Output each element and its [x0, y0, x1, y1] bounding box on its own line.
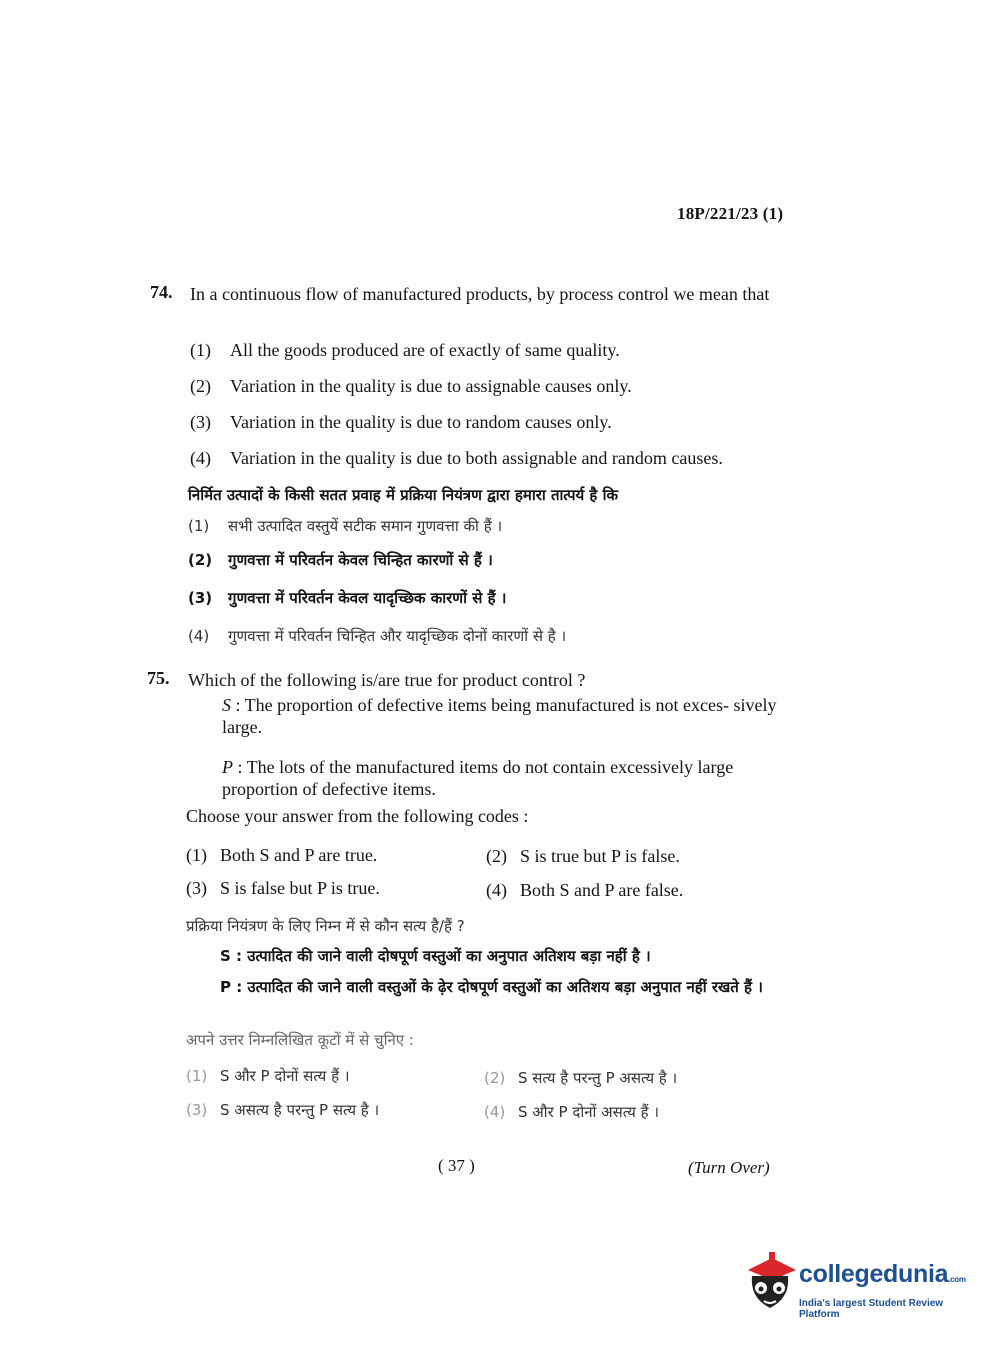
question-text-hindi: प्रक्रिया नियंत्रण के लिए निम्न में से कौन सत्य है/हैं ? — [186, 917, 465, 935]
question-text: Which of the following is/are true for product control ? — [188, 670, 586, 690]
statement-s: S : The proportion of defective items being manufactured is not exces- sively large. — [222, 695, 777, 737]
option-hi: (4) गुणवत्ता में परिवर्तन चिन्हित और यादृच्छिक दोनों कारणों से है । — [188, 627, 567, 645]
option-hi: (1) सभी उत्पादित वस्तुयें सटीक समान गुणवत्ता की हैं । — [188, 517, 503, 535]
option-en: (2) Variation in the quality is due to assignable causes only. — [190, 376, 632, 396]
option-hi: (3) S असत्य है परन्तु P सत्य है । — [186, 1101, 380, 1119]
choose-instruction: Choose your answer from the following codes : — [186, 806, 529, 826]
option-en: (4) Variation in the quality is due to both assignable and random causes. — [190, 448, 723, 468]
statement-p: P : The lots of the manufactured items do not contain excessively large proportion of defective items. — [222, 757, 734, 799]
page-number: ( 37 ) — [438, 1156, 475, 1175]
option-hi: (2) S सत्य है परन्तु P असत्य है । — [484, 1069, 678, 1087]
question-text: In a continuous flow of manufactured products, by process control we mean that — [190, 284, 770, 304]
collegedunia-watermark — [742, 1250, 972, 1322]
statement-s-hindi: S : उत्पादित की जाने वाली दोषपूर्ण वस्तुओं का अनुपात अतिशय बड़ा नहीं है । — [220, 947, 651, 965]
brand-name: collegedunia.com — [799, 1260, 966, 1288]
option-en: (2) S is true but P is false. — [486, 846, 680, 866]
question-number: 75. — [147, 668, 170, 688]
option-en: (4) Both S and P are false. — [486, 880, 684, 900]
question-text-hindi: निर्मित उत्पादों के किसी सतत प्रवाह में प्रक्रिया नियंत्रण द्वारा हमारा तात्पर्य है कि — [188, 486, 619, 504]
option-hi: (2) गुणवत्ता में परिवर्तन केवल चिन्हित कारणों से हैं । — [188, 551, 493, 569]
turn-over-label: (Turn Over) — [688, 1158, 770, 1177]
option-en: (3) Variation in the quality is due to random causes only. — [190, 412, 612, 432]
option-en: (1) Both S and P are true. — [186, 845, 378, 865]
option-en: (1) All the goods produced are of exactly of same quality. — [190, 340, 620, 360]
mascot-icon — [742, 1252, 798, 1314]
brand-tagline: India's largest Student Review Platform — [799, 1298, 944, 1320]
paper-code: 18P/221/23 (1) — [677, 204, 784, 223]
option-hi: (3) गुणवत्ता में परिवर्तन केवल यादृच्छिक कारणों से हैं । — [188, 589, 507, 607]
choose-instruction-hindi: अपने उत्तर निम्नलिखित कूटों में से चुनिए : — [186, 1031, 414, 1049]
option-hi: (4) S और P दोनों असत्य हैं । — [484, 1103, 660, 1121]
question-number: 74. — [150, 282, 173, 302]
option-hi: (1) S और P दोनों सत्य हैं । — [186, 1067, 350, 1085]
option-en: (3) S is false but P is true. — [186, 878, 380, 898]
statement-p-hindi: P : उत्पादित की जाने वाली वस्तुओं के ढ़ेर दोषपूर्ण वस्तुओं का अतिशय बड़ा अनुपात नहीं रखते हैं । — [220, 978, 763, 996]
